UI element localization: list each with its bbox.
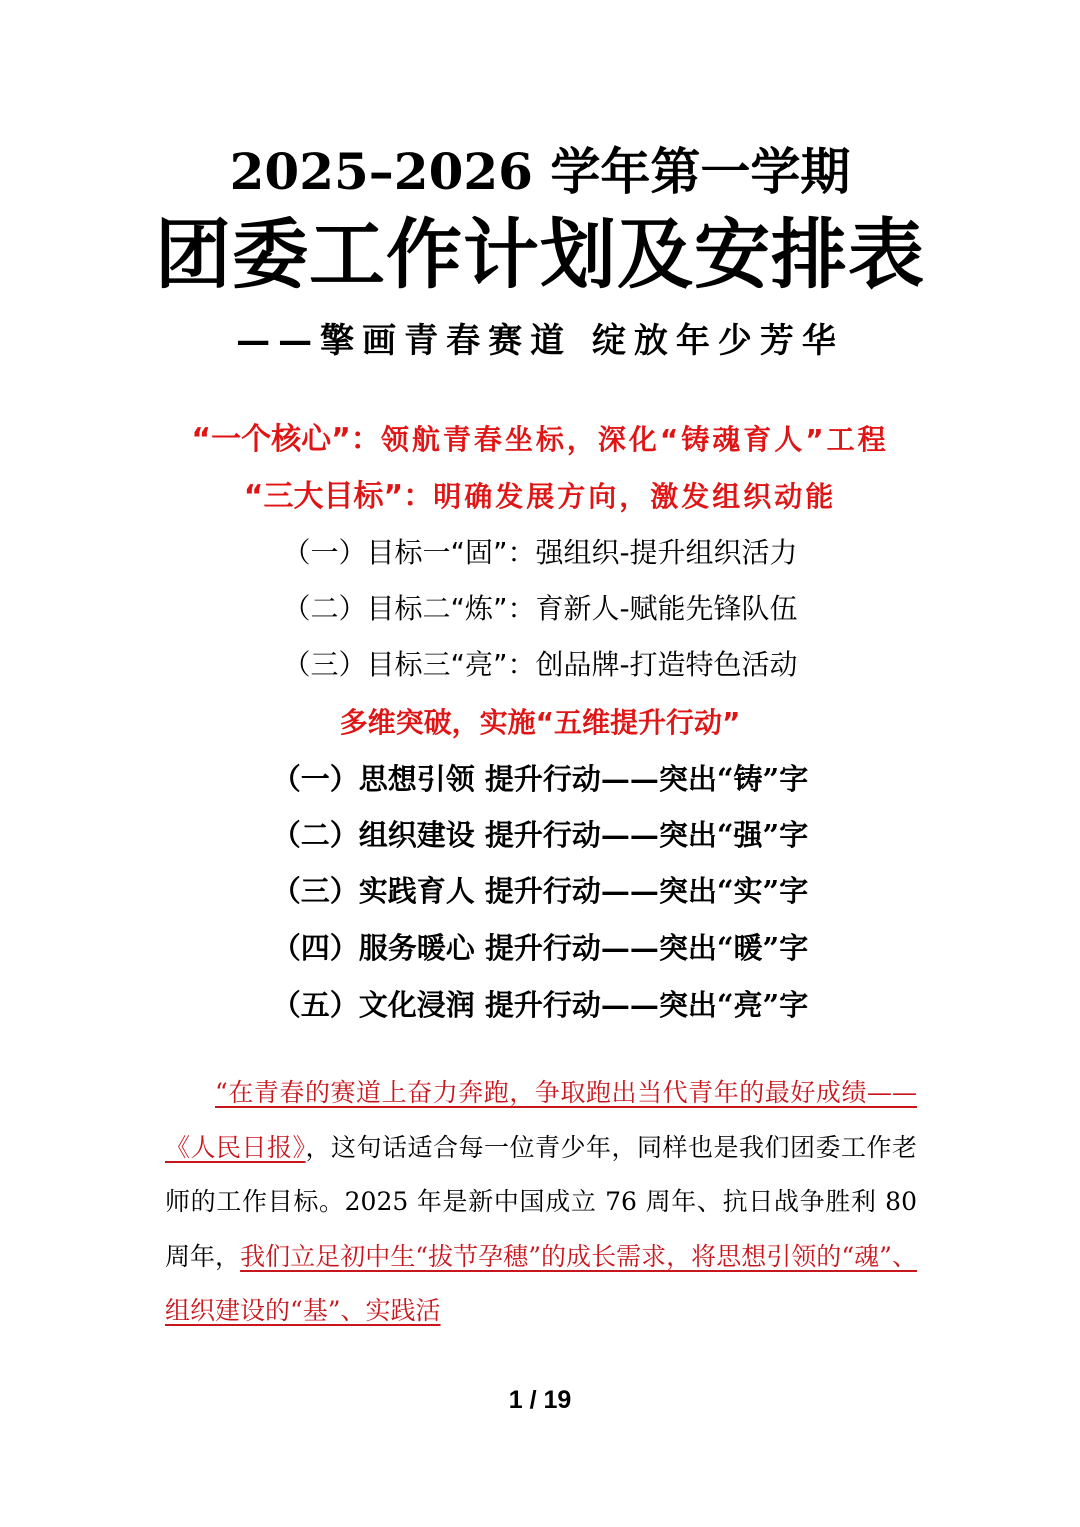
targets-text: 明确发展方向，激发组织动能	[433, 480, 837, 513]
intro-paragraph	[165, 1066, 917, 1339]
targets-label: “三大目标”：	[243, 479, 434, 514]
core-heading	[0, 418, 1080, 462]
page-subtitle: ——擎画青春赛道 绽放年少芳华	[236, 321, 844, 361]
goal-item-1: （一）目标一“固”：强组织-提升组织活力	[282, 536, 798, 569]
targets-heading	[0, 475, 1080, 519]
action-item-4: （四）服务暖心 提升行动——突出“暖”字	[271, 931, 809, 965]
core-label: “一个核心”：	[191, 422, 381, 457]
action-item-5: （五）文化浸润 提升行动——突出“亮”字	[271, 988, 809, 1022]
action-item-2: （二）组织建设 提升行动——突出“强”字	[271, 818, 809, 852]
actions-heading: 多维突破，实施“五维提升行动”	[339, 706, 741, 739]
page-number: 1 / 19	[508, 1386, 572, 1414]
goal-item-2: （二）目标二“炼”：育新人-赋能先锋队伍	[282, 592, 798, 625]
core-text: 领航青春坐标，深化“铸魂育人”工程	[380, 423, 889, 456]
goal-item-3: （三）目标三“亮”：创品牌-打造特色活动	[282, 648, 798, 681]
paragraph-middle: ，这句话适合每一位青少年，同样也是我们团委工作老师的工作目标。2025 年是新中国成立 76 周年、抗日战争胜利 80 周年，	[165, 1132, 917, 1271]
quote-text: “在青春的赛道上奋力奔跑，争取跑出当代青年的最好成绩——《人民日报》	[165, 1078, 917, 1162]
title-year-line: 2025–2026 学年第一学期	[229, 142, 851, 201]
page-title: 团委工作计划及安排表	[155, 210, 925, 299]
paragraph-tail: 我们立足初中生“拔节孕穗”的成长需求，将思想引领的“魂”、组织建设的“基”、实践活	[165, 1241, 917, 1325]
action-item-3: （三）实践育人 提升行动——突出“实”字	[271, 874, 809, 908]
action-item-1: （一）思想引领 提升行动——突出“铸”字	[271, 762, 809, 796]
